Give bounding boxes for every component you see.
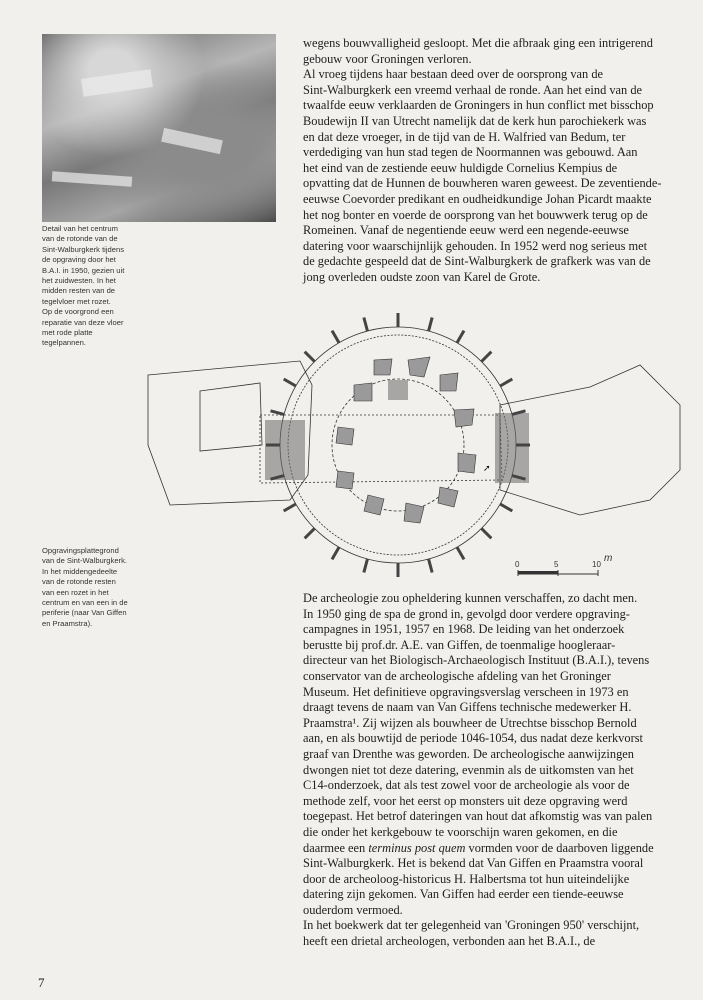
excavation-photo <box>42 34 276 222</box>
text-line: De archeologie zou opheldering kunnen verschaffen, zo dacht men. <box>303 591 638 605</box>
top-text-column <box>303 36 683 286</box>
text-line: Boudewijn II van Utrecht namelijk dat de kerk hun parochiekerk was <box>303 113 647 128</box>
text-line: draagt tevens de naam van Van Giffens technische medewerker H. <box>303 700 632 715</box>
text-line: het eind van de zestiende eeuw huldigde Cornelius Kempius de <box>303 160 618 175</box>
caption-line: Detail van het centrum <box>42 224 118 233</box>
text-line: door de archeoloog-historicus H. Halbertsma tot hun uiteindelijke <box>303 871 630 886</box>
scale-tick-5: 5 <box>554 560 559 569</box>
scale-unit: m <box>604 553 613 564</box>
text-line: conservator van de archeologische afdeling van het Groninger <box>303 668 611 683</box>
text-line: berustte bij prof.dr. A.E. van Giffen, de toenmalige hoogleraar- <box>303 637 616 652</box>
text-line: campagnes in 1951, 1957 en 1968. De leiding van het onderzoek <box>303 622 625 637</box>
bottom-text-column <box>303 591 683 950</box>
text-line: Museum. Het definitieve opgravingsverslag verscheen in 1973 en <box>303 684 629 699</box>
text-line: In 1950 ging de spa de grond in, gevolgd door verdere opgraving- <box>303 606 630 621</box>
text-line: heeft een drietal archeologen, verbonden aan het B.A.I., de <box>303 934 596 949</box>
caption-line: van een rozet in het <box>42 587 109 597</box>
text-line: die onder het kerkgebouw te voorschijn waren gekomen, en die <box>303 824 618 839</box>
text-line: In het boekwerk dat ter gelegenheid van 'Groningen 950' verschijnt, <box>303 918 640 933</box>
text-line: directeur van het Biologisch-Archaeologisch Instituut (B.A.I.), tevens <box>303 653 650 668</box>
caption-line: van de Sint-Walburgkerk. <box>42 556 127 566</box>
page-number: 7 <box>38 975 45 990</box>
caption-line: midden resten van de <box>42 286 116 296</box>
text-line: Al vroeg tijdens haar bestaan deed over de oorsprong van de <box>303 67 604 82</box>
caption-line: tegelvloer met rozet. <box>42 296 111 306</box>
text-line: toegepast. Het betrof dateringen van hout dat afkomstig was van palen <box>303 809 653 824</box>
caption-line: centrum en van een in de <box>42 598 128 608</box>
caption-line: tegelpannen. <box>42 338 86 348</box>
text-line: methode zelf, voor het eerst op monsters uit deze opgraving werd <box>303 793 628 808</box>
text-line: twaalfde eeuw verklaarden de Groningers in hun conflict met bisschop <box>303 98 654 113</box>
text-line: Praamstra¹. Zij wijzen als bouwheer de Utrechtse bisschop Bernold <box>303 715 637 730</box>
text-line: datering voor waarschijnlijk gehouden. In 1952 werd nog serieus met <box>303 238 648 253</box>
text-line: jong overleden oudste zoon van Karel de Grote. <box>303 269 541 284</box>
scale-tick-0: 0 <box>515 560 520 569</box>
floor-plan-drawing <box>140 295 688 585</box>
text-line: Sint-Walburgkerk. Het is bekend dat Van Giffen en Praamstra vooral <box>303 856 644 871</box>
text-line: dwongen niet tot deze datering, evenmin als de uitkomsten van het <box>303 762 634 777</box>
caption-line: met rode platte <box>42 328 93 338</box>
text-line: daarmee een terminus post quem vormden voor de daarboven liggende <box>303 840 654 855</box>
caption-line: Opgravingsplattegrond <box>42 546 119 555</box>
caption-line: B.A.I. in 1950, gezien uit <box>42 265 125 275</box>
svg-text:➚: ➚ <box>483 463 491 473</box>
text-line: eeuwse Coevorder predikant en oudheidkundige Johan Picardt maakte <box>303 191 652 206</box>
text-line: opvatting dat de Hunnen de bouwheren waren geweest. De zeventiende- <box>303 176 662 191</box>
text-line: C14-onderzoek, dat als test zowel voor de archeologie als voor de <box>303 778 630 793</box>
caption-line: de opgraving door het <box>42 255 116 265</box>
caption-line: Sint-Walburgkerk tijdens <box>42 244 125 254</box>
caption-line: en Praamstra). <box>42 618 93 628</box>
plan-caption <box>42 546 144 629</box>
caption-line: van de rotonde van de <box>42 234 118 244</box>
text-line: Romeinen. Vanaf de negentiende eeuw werd een negende-eeuwse <box>303 223 629 238</box>
text-line: graaf van Drenthe was geworden. De archeologische aanwijzingen <box>303 746 634 761</box>
text-line: gebouw voor Groningen verloren. <box>303 51 472 66</box>
text-line: wegens bouwvalligheid gesloopt. Met die afbraak ging een intrigerend <box>303 36 653 50</box>
photo-caption <box>42 224 144 349</box>
caption-line: reparatie van deze vloer <box>42 317 124 327</box>
text-line: de gedachte gespeeld dat de Sint-Walburgkerk de grafkerk was van de <box>303 254 651 269</box>
text-line: verdediging van hun stad tegen de Noormannen was gebouwd. Aan <box>303 145 638 160</box>
caption-line: In het middengedeelte <box>42 566 118 576</box>
text-line: en dat deze vroeger, in de tijd van de H. Walfried van Bedum, ter <box>303 129 626 144</box>
caption-line: periferie (naar Van Giffen <box>42 608 127 618</box>
text-line: datering zijn gekomen. Van Giffen had eerder een tiende-eeuwse <box>303 887 624 902</box>
text-line: aan, en als bouwtijd de periode 1046-1054, dus nadat deze kerkvorst <box>303 731 643 746</box>
scale-tick-10: 10 <box>592 560 601 569</box>
caption-line: Op de voorgrond een <box>42 307 114 317</box>
text-line: Sint-Walburgkerk een vreemd verhaal de ronde. Aan het eind van de <box>303 82 643 97</box>
caption-line: van de rotonde resten <box>42 577 116 587</box>
text-line: ouderdom vermoed. <box>303 902 403 917</box>
text-line: het nog bonter en voerde de oorsprong van het bouwwerk terug op de <box>303 207 648 222</box>
caption-line: het zuidwesten. In het <box>42 276 116 286</box>
